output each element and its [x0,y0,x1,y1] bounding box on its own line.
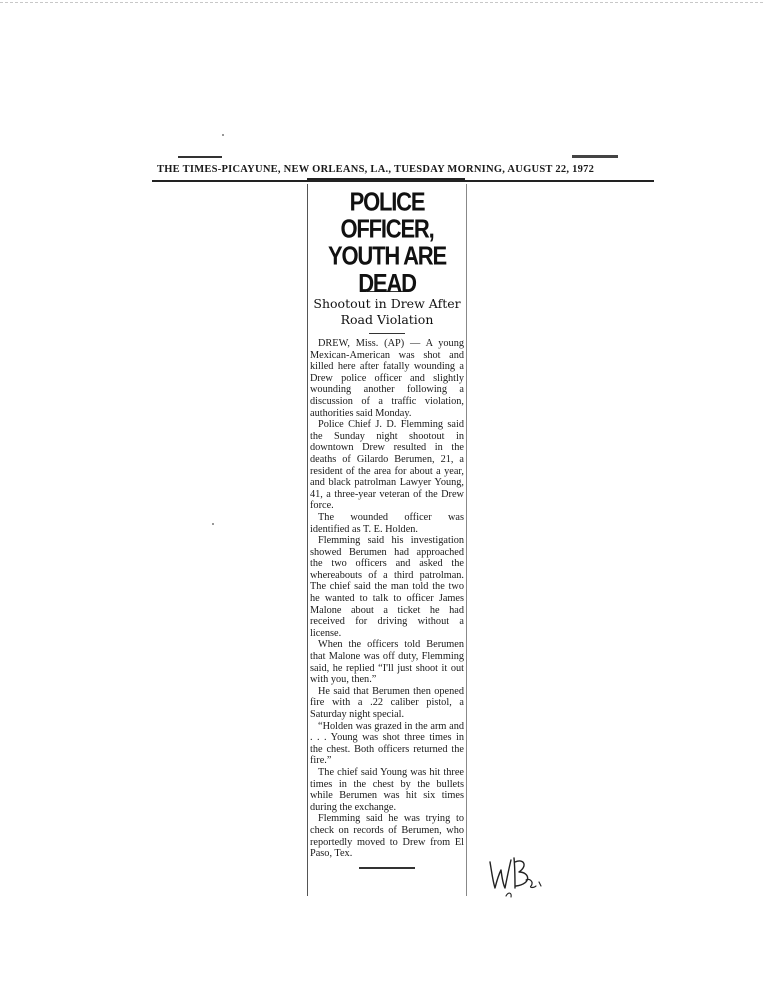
top-scan-edge [0,2,763,3]
article-paragraph: “Holden was grazed in the arm and . . . Young was shot three times in the chest. Both officers returned the fire.” [310,720,464,767]
scan-speck [222,134,224,136]
subhead-divider [369,333,405,334]
article-subhead [310,296,464,328]
news-article-column [307,184,467,896]
article-paragraph: Police Chief J. D. Flemming said the Sunday night shootout in downtown Drew resulted in the deaths of Gilardo Berumen, 21, a resident of the area for about a year, and black patrolman Lawyer Young, 41, a three-year veteran of the Drew force. [310,419,464,512]
article-paragraph: He said that Berumen then opened fire with a .22 caliber pistol, a Saturday night special. [310,685,464,720]
article-paragraph: Flemming said his investigation showed Berumen had approached the two officers and asked the whereabouts of a third patrolman. The chief said the man told the two he wanted to talk to officer James Malone about a ticket he had received for driving without a license. [310,535,464,639]
article-paragraph: The wounded officer was identified as T. E. Holden. [310,511,464,535]
article-body [308,338,466,860]
dateline-rule [152,180,654,182]
scan-speck [212,523,214,525]
masthead-mark-right [572,155,618,158]
article-paragraph: The chief said Young was hit three times in the chest by the bullets while Berumen was hit six times during the exchange. [310,766,464,813]
handwritten-initials-signature [484,852,554,902]
article-paragraph: When the officers told Berumen that Malone was off duty, Flemming said, he replied “I'll just shoot it out with you, then.” [310,639,464,686]
subhead-line: Road Violation [340,312,434,327]
masthead-mark-left [178,156,222,158]
article-headline [308,188,466,297]
article-paragraph: Flemming said he was trying to check on records of Berumen, who reportedly moved to Drew from El Paso, Tex. [310,813,464,860]
column-top-rule [307,178,465,180]
article-end-rule [359,867,415,869]
article-paragraph: DREW, Miss. (AP) — A young Mexican-American was shot and killed here after fatally wounding a Drew police officer and slightly wounding another following a discussion of a traffic violation, authorities said Monday. [310,338,464,419]
headline-line: YOUTH ARE DEAD [328,241,446,298]
headline-line: POLICE OFFICER, [340,186,434,244]
subhead-line: Shootout in Drew After [313,296,461,311]
newspaper-dateline: THE TIMES-PICAYUNE, NEW ORLEANS, LA., TUESDAY MORNING, AUGUST 22, 1972 [157,164,595,175]
